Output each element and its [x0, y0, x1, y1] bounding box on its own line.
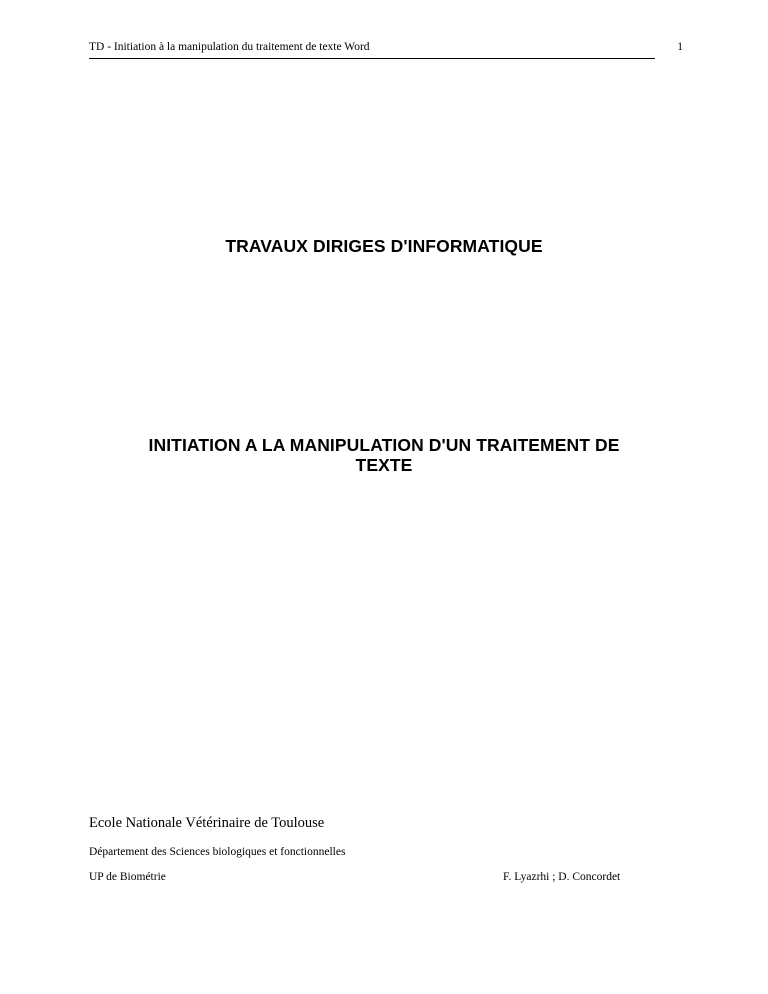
document-title: TRAVAUX DIRIGES D'INFORMATIQUE [225, 236, 543, 256]
school-name: Ecole Nationale Vétérinaire de Toulouse [89, 815, 325, 831]
subtitle-line-2: TEXTE [355, 455, 413, 475]
header-title: TD - Initiation à la manipulation du traitement de texte Word [89, 41, 370, 53]
unit-name: UP de Biométrie [89, 871, 166, 883]
page-header [89, 40, 683, 59]
department-name: Département des Sciences biologiques et fonctionnelles [89, 846, 346, 858]
document-subtitle [89, 435, 679, 475]
subtitle-line-1: INITIATION A LA MANIPULATION D'UN TRAITEMENT DE [148, 435, 620, 455]
page-number: 1 [677, 41, 683, 53]
authors: F. Lyazrhi ; D. Concordet [503, 871, 621, 883]
